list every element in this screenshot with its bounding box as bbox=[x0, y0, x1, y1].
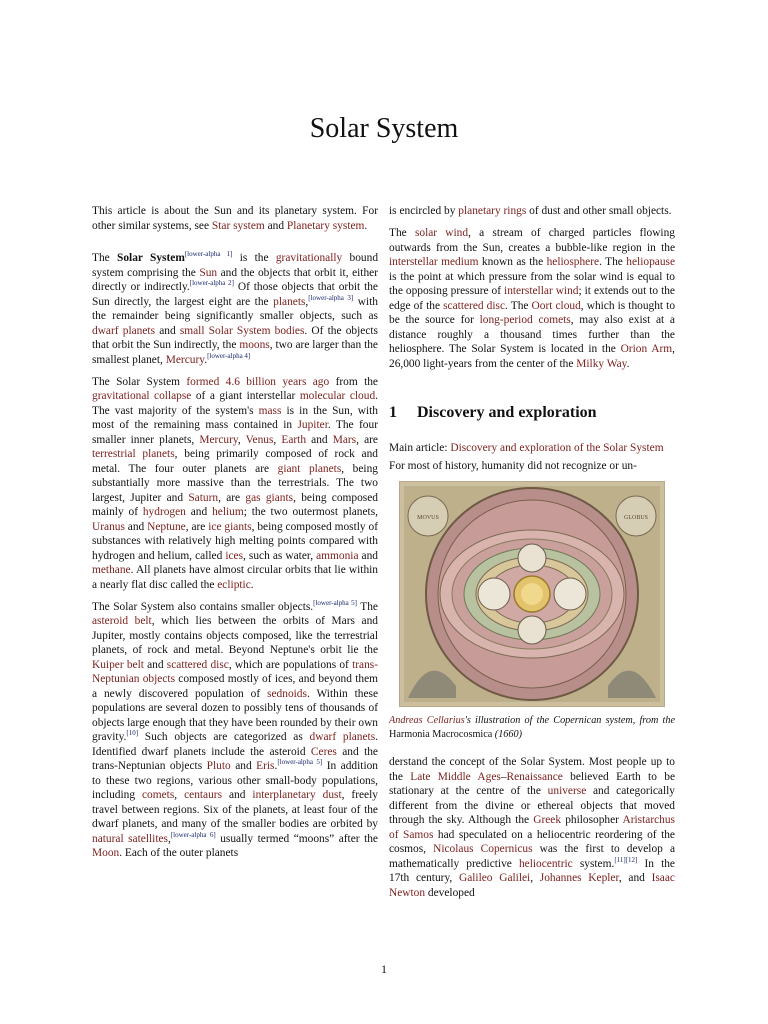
link-pluto[interactable]: Pluto bbox=[206, 760, 231, 772]
link-orion-arm[interactable]: Orion Arm bbox=[620, 343, 673, 355]
link-hydrogen[interactable]: hydrogen bbox=[142, 506, 186, 518]
text: is the bbox=[232, 252, 276, 264]
link-interplanetary-dust[interactable]: interplanetary dust bbox=[252, 789, 342, 801]
link-renaissance[interactable]: Renaissance bbox=[506, 770, 563, 783]
text: ; the two outermost planets, bbox=[243, 506, 378, 518]
link-mercury[interactable]: Mercury bbox=[165, 353, 205, 366]
link-methane[interactable]: methane bbox=[92, 564, 131, 576]
link-planets[interactable]: planets bbox=[273, 295, 306, 308]
text: In the 17th century, bbox=[389, 857, 675, 884]
text: , bbox=[167, 832, 171, 845]
link-neptune[interactable]: Neptune bbox=[147, 520, 186, 533]
link-universe[interactable]: universe bbox=[547, 785, 587, 797]
link-moons[interactable]: moons bbox=[239, 339, 270, 351]
text: was the first to develop a mathematically predictive bbox=[389, 843, 675, 870]
text: The bbox=[357, 600, 378, 613]
link-centaurs[interactable]: centaurs bbox=[184, 789, 223, 801]
footnote-ref[interactable]: [lower-alpha 5] bbox=[313, 598, 357, 607]
link-eris[interactable]: Eris bbox=[256, 760, 275, 772]
link-molecular-cloud[interactable]: molecular cloud bbox=[299, 390, 376, 402]
footnote-ref[interactable]: [lower-alpha 3] bbox=[308, 293, 354, 302]
text: In addition to these two regions, various other small-body populations, including bbox=[92, 760, 379, 801]
text: , which is thought to be the source for bbox=[389, 299, 676, 326]
text: . All planets have almost circular orbits that lie within a nearly flat disc called the bbox=[92, 564, 378, 591]
text: . The bbox=[599, 256, 627, 268]
text: , a stream of charged particles flowing outwards from the Sun, creates a bubble-like region in the bbox=[389, 227, 675, 254]
link-heliosphere[interactable]: heliosphere bbox=[546, 256, 600, 268]
link-helium[interactable]: helium bbox=[212, 506, 244, 518]
footnote-ref[interactable]: [10] bbox=[126, 729, 139, 737]
text: from the bbox=[329, 375, 378, 388]
text: , are bbox=[356, 433, 378, 446]
text: and bbox=[155, 324, 180, 337]
link-heliocentric[interactable]: heliocentric bbox=[518, 857, 573, 870]
link-trans-neptunian-objects[interactable]: trans-Neptunian objects bbox=[92, 658, 378, 685]
text: 's illustration of the Copernican system, from the bbox=[464, 715, 675, 726]
text: . bbox=[250, 578, 254, 591]
text: and the objects that orbit it, either directly or indirectly. bbox=[92, 266, 379, 293]
text: developed bbox=[425, 886, 475, 899]
link-moon[interactable]: Moon bbox=[92, 847, 120, 859]
text: and bbox=[222, 789, 253, 801]
text: , two are larger than the smallest planet, bbox=[92, 339, 378, 366]
page-number: 1 bbox=[381, 962, 387, 976]
text: , 26,000 light-years from the center of the bbox=[389, 343, 675, 370]
text: is the point at which pressure from the solar wind is equal to the opposing pressure of bbox=[389, 270, 675, 297]
link-milky-way[interactable]: Milky Way bbox=[576, 357, 627, 370]
link-terrestrial-planets[interactable]: terrestrial planets bbox=[92, 448, 175, 460]
text: – bbox=[500, 770, 507, 783]
page-title: Solar System bbox=[309, 113, 459, 144]
link-giant-planets[interactable]: giant planets bbox=[277, 462, 342, 475]
text: , bbox=[237, 433, 246, 446]
text: ; it extends out to the edge of the bbox=[389, 285, 675, 312]
text: , being composed mainly of bbox=[92, 491, 378, 518]
link-late-middle-ages[interactable]: Late Middle Ages bbox=[410, 770, 501, 783]
link-saturn[interactable]: Saturn bbox=[188, 491, 219, 504]
link-galileo[interactable]: Galileo Galilei bbox=[458, 872, 531, 884]
text: and bbox=[306, 433, 333, 446]
text: . The bbox=[505, 299, 532, 312]
rings-paragraph bbox=[389, 204, 675, 219]
text: The Solar System also contains smaller objects. bbox=[92, 600, 314, 613]
text: and bbox=[143, 658, 167, 671]
text: is in the Sun, with most of the remaining mass contained in bbox=[92, 404, 378, 431]
text: , such as water, bbox=[243, 549, 317, 562]
link-interstellar-wind[interactable]: interstellar wind bbox=[504, 285, 579, 297]
figure-label-left: MOVUS bbox=[417, 515, 439, 521]
text: philosopher bbox=[561, 814, 623, 826]
text: , which are populations of bbox=[228, 658, 353, 671]
figure-label-right: GLOBUS bbox=[623, 515, 649, 521]
link-interstellar-medium[interactable]: interstellar medium bbox=[389, 256, 479, 268]
text: . The four smaller inner planets, bbox=[92, 419, 378, 446]
text: , bbox=[530, 872, 540, 884]
link-oort-cloud[interactable]: Oort cloud bbox=[531, 299, 581, 312]
text: The bbox=[92, 252, 117, 264]
left-column bbox=[92, 204, 378, 868]
link-earth[interactable]: Earth bbox=[281, 433, 307, 446]
caption-work-title: Harmonia Macrocosmica bbox=[389, 728, 493, 740]
footnote-ref[interactable]: [lower-alpha 1] bbox=[184, 250, 233, 258]
link-small-solar-system-bodies[interactable]: small Solar System bodies bbox=[179, 324, 305, 337]
text: derstand the concept of the Solar System. Most people up to the bbox=[389, 756, 675, 783]
text: Such objects are categorized as bbox=[138, 731, 310, 743]
text: The Solar System bbox=[92, 375, 187, 388]
link-gravitationally[interactable]: gravitationally bbox=[275, 252, 343, 264]
text: . Of the objects that orbit the Sun indirectly, the bbox=[92, 324, 378, 351]
text: , bbox=[174, 789, 185, 801]
hatnote-text: and bbox=[264, 219, 287, 232]
link-ammonia[interactable]: ammonia bbox=[316, 549, 359, 562]
link-dwarf-planets[interactable]: dwarf planets bbox=[92, 324, 156, 337]
link-discovery-main-article[interactable]: Discovery and exploration of the Solar System bbox=[450, 442, 664, 454]
link-ices[interactable]: ices bbox=[225, 549, 244, 562]
text: of dust and other small objects. bbox=[526, 205, 672, 217]
text: is encircled by bbox=[389, 205, 459, 217]
link-copernicus[interactable]: Nicolaus Copernicus bbox=[433, 843, 533, 855]
link-ice-giants[interactable]: ice giants bbox=[208, 520, 252, 533]
hatnote-text: This article is about the Sun and its planetary system. For other similar systems, see bbox=[92, 205, 378, 232]
link-heliopause[interactable]: heliopause bbox=[626, 256, 676, 268]
footnote-ref[interactable]: [12] bbox=[625, 855, 638, 864]
text: and bbox=[358, 549, 378, 562]
link-sednoids[interactable]: sednoids bbox=[267, 687, 307, 700]
bold-term: Solar System bbox=[117, 252, 185, 264]
text: system. bbox=[572, 857, 615, 870]
link-gravitational-collapse[interactable]: gravitational collapse bbox=[92, 390, 192, 402]
link-kepler[interactable]: Johannes Kepler bbox=[539, 872, 619, 884]
text: , being composed mostly of substances with relatively high melting points compared with hydrogen and helium, called bbox=[92, 520, 378, 562]
link-ceres[interactable]: Ceres bbox=[310, 745, 337, 758]
text: and the trans-Neptunian objects bbox=[92, 745, 378, 772]
footnote-ref[interactable]: [lower-alpha 2] bbox=[189, 279, 234, 287]
footnote-ref[interactable]: [lower-alpha 4] bbox=[207, 351, 251, 360]
text: , and bbox=[618, 872, 652, 884]
text: . bbox=[274, 760, 278, 772]
link-star-system[interactable]: Star system bbox=[211, 219, 265, 232]
link-scattered-disc[interactable]: scattered disc bbox=[443, 299, 506, 312]
link-formed[interactable]: formed 4.6 billion years ago bbox=[186, 375, 330, 388]
formation-paragraph bbox=[92, 375, 378, 593]
text: and bbox=[124, 520, 148, 533]
link-mars[interactable]: Mars bbox=[332, 433, 357, 446]
text: The bbox=[389, 227, 415, 239]
footnote-ref[interactable]: [11] bbox=[614, 855, 626, 864]
section-heading bbox=[389, 403, 675, 423]
link-ecliptic[interactable]: ecliptic bbox=[217, 578, 251, 591]
text: , being substantially more massive than the terrestrials. The two largest, Jupiter and bbox=[92, 462, 378, 504]
text: known as the bbox=[478, 256, 547, 268]
small-objects-paragraph bbox=[92, 600, 378, 861]
text: , bbox=[273, 433, 282, 446]
text: , bbox=[305, 295, 309, 308]
link-solar-wind[interactable]: solar wind bbox=[414, 227, 469, 239]
text: and categorically different from the divine or ethereal objects that moved through the sky. Although the bbox=[389, 785, 675, 826]
right-column bbox=[389, 204, 675, 908]
text: had speculated on a heliocentric reordering of the cosmos, bbox=[389, 828, 675, 855]
section-number: 1 bbox=[389, 404, 397, 421]
text: composed mostly of ices, and beyond them a newly discovered population of bbox=[92, 673, 378, 700]
copernican-illustration[interactable] bbox=[399, 481, 665, 707]
link-planetary-rings[interactable]: planetary rings bbox=[458, 205, 527, 217]
link-mass[interactable]: mass bbox=[258, 404, 282, 417]
text: with the remainder being significantly smaller objects, such as bbox=[92, 295, 378, 322]
link-comets[interactable]: comets bbox=[142, 789, 175, 801]
text: , are bbox=[185, 520, 209, 533]
section-title: Discovery and exploration bbox=[417, 404, 597, 421]
figure bbox=[389, 481, 675, 741]
main-article-note bbox=[389, 441, 675, 456]
text: , are bbox=[218, 491, 246, 504]
text: , may also exist at a distance roughly a thousand times further than the heliosphere. The Solar System is located in the bbox=[389, 314, 675, 355]
link-asteroid-belt[interactable]: asteroid belt bbox=[92, 615, 152, 627]
link-uranus[interactable]: Uranus bbox=[92, 520, 125, 533]
link-natural-satellites[interactable]: natural satellites bbox=[92, 832, 168, 845]
text: . Each of the outer planets bbox=[119, 847, 239, 859]
text: . The vast majority of the system's bbox=[92, 390, 379, 417]
discovery-intro: For most of history, humanity did not recognize or un- bbox=[389, 459, 637, 472]
figure-caption bbox=[389, 714, 675, 741]
history-paragraph bbox=[389, 755, 675, 900]
link-long-period-comets[interactable]: long-period comets bbox=[479, 314, 571, 326]
link-mercury[interactable]: Mercury bbox=[199, 433, 238, 446]
heliosphere-paragraph bbox=[389, 226, 675, 371]
text: . bbox=[204, 353, 208, 366]
link-jupiter[interactable]: Jupiter bbox=[297, 419, 328, 431]
link-venus[interactable]: Venus bbox=[245, 433, 274, 446]
text: , freely travel between regions. Six of the planets, at least four of the dwarf planets, and many of the smaller bodies are orbited by bbox=[92, 789, 378, 830]
text: Of those objects that orbit the Sun directly, the largest eight are the bbox=[92, 281, 378, 308]
footnote-ref[interactable]: [lower-alpha 5] bbox=[277, 758, 323, 766]
text: of a giant interstellar bbox=[191, 390, 300, 402]
link-gas-giants[interactable]: gas giants bbox=[245, 491, 294, 504]
text: and bbox=[230, 760, 257, 772]
text: (1660) bbox=[492, 728, 522, 740]
text: usually termed “moons” after the bbox=[215, 832, 378, 845]
hatnote-text: . bbox=[364, 219, 368, 232]
link-scattered-disc[interactable]: scattered disc bbox=[166, 658, 229, 671]
footnote-ref[interactable]: [lower-alpha 6] bbox=[170, 830, 216, 839]
text: . Within these populations are several dozen to possibly tens of thousands of objects large enough that they have been rounded by their own gravity. bbox=[92, 687, 379, 743]
text: believed Earth to be stationary at the centre of the bbox=[389, 770, 675, 797]
text: bound system comprising the bbox=[92, 252, 379, 279]
text: , which lies between the orbits of Mars and Jupiter, mostly contains objects composed, like the terrestrial planets, of rock and metal. Beyond Neptune's orbit lie the bbox=[92, 615, 378, 656]
text: . bbox=[626, 357, 630, 370]
text: . Identified dwarf planets include the asteroid bbox=[92, 731, 378, 758]
hatnote bbox=[92, 204, 378, 233]
link-newton[interactable]: Isaac Newton bbox=[389, 872, 675, 899]
text: and bbox=[185, 506, 213, 518]
link-kuiper-belt[interactable]: Kuiper belt bbox=[92, 658, 144, 671]
text: Main article: bbox=[389, 442, 451, 454]
link-dwarf-planets[interactable]: dwarf planets bbox=[309, 731, 376, 743]
text: , being primarily composed of rock and metal. The four outer planets are bbox=[92, 448, 378, 475]
link-greek[interactable]: Greek bbox=[533, 814, 562, 826]
link-planetary-system[interactable]: Planetary system bbox=[286, 219, 365, 232]
intro-paragraph bbox=[92, 251, 378, 367]
link-sun[interactable]: Sun bbox=[199, 266, 218, 279]
link-aristarchus[interactable]: Aristarchus of Samos bbox=[389, 814, 675, 841]
link-andreas-cellarius[interactable]: Andreas Cellarius bbox=[389, 715, 465, 726]
